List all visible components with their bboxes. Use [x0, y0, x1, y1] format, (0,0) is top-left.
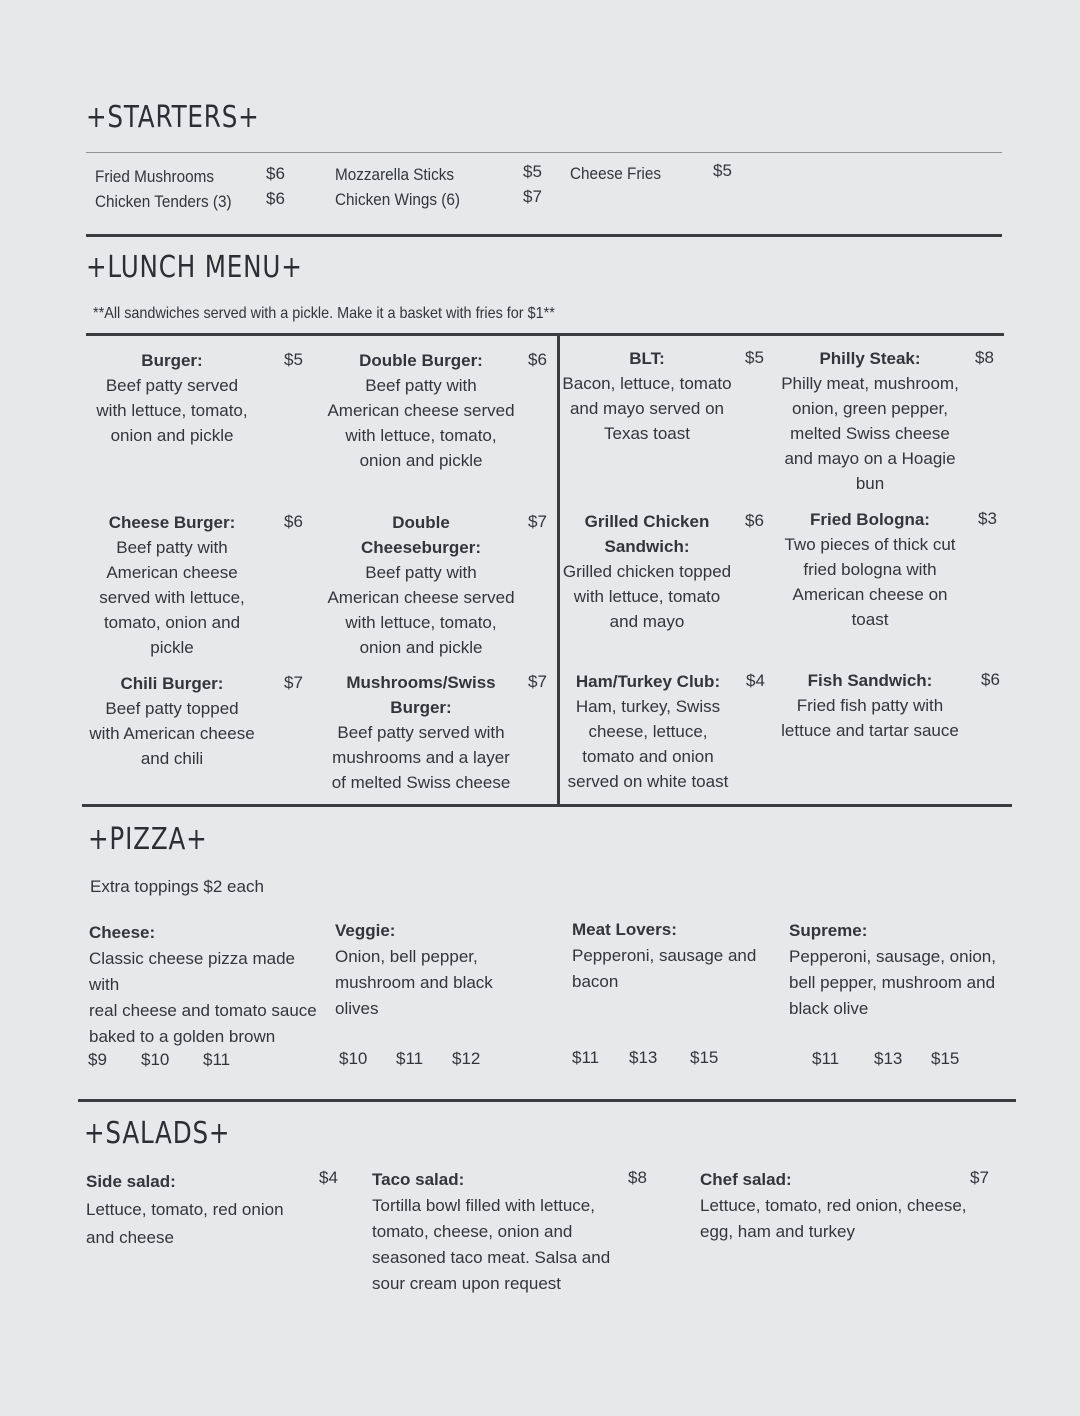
lunch-item-desc: Bacon, lettuce, tomato and mayo served on Texas toast	[562, 374, 732, 443]
salads-title: +SALADS+	[84, 1116, 231, 1151]
lunch-item	[86, 510, 258, 660]
lunch-item-price: $6	[981, 670, 1000, 689]
lunch-item	[562, 669, 734, 794]
salad-item-desc: Lettuce, tomato, red onion and cheese	[86, 1200, 284, 1247]
pizza-price: $10	[339, 1049, 368, 1068]
lunch-item-desc: Grilled chicken topped with lettuce, tomato and mayo	[562, 562, 732, 631]
lunch-item-desc: Beef patty with American cheese served with lettuce, tomato, onion and pickle	[327, 563, 515, 657]
lunch-item	[322, 348, 520, 473]
pizza-price: $9	[88, 1050, 107, 1069]
pizza-price: $11	[572, 1048, 600, 1067]
salad-item-name: Chef salad:	[700, 1170, 792, 1189]
lunch-item	[562, 346, 732, 446]
lunch-item	[86, 671, 258, 771]
lunch-item-desc: Philly meat, mushroom, onion, green pepper, melted Swiss cheese and mayo on a Hoagie bun	[781, 374, 959, 493]
salad-item	[86, 1168, 316, 1252]
starter-name: Chicken Wings (6)	[335, 190, 460, 209]
starter-price: $6	[266, 164, 285, 183]
pizza-price: $13	[629, 1048, 658, 1067]
lunch-item-price: $6	[745, 511, 764, 530]
pizza-price: $10	[141, 1050, 170, 1069]
starter-name: Fried Mushrooms	[95, 167, 215, 186]
lunch-item-name: Grilled Chicken Sandwich:	[584, 512, 710, 556]
salad-item-name: Side salad:	[86, 1172, 176, 1191]
pizza-item-name: Supreme:	[789, 921, 868, 940]
pizza-price: $11	[812, 1049, 840, 1068]
section-divider	[86, 234, 1002, 237]
lunch-item-desc: Ham, turkey, Swiss cheese, lettuce, tomato and onion served on white toast	[567, 697, 729, 791]
salad-item	[372, 1167, 622, 1297]
lunch-item	[778, 507, 962, 632]
lunch-item-price: $6	[284, 512, 303, 531]
starters-title: +STARTERS+	[86, 100, 260, 135]
salad-item-desc: Tortilla bowl filled with lettuce, tomato, cheese, onion and seasoned taco meat. Salsa and sour cream upon request	[372, 1196, 611, 1293]
lunch-item-desc: Beef patty with American cheese served with lettuce, tomato, onion and pickle	[99, 538, 245, 657]
pizza-item-desc: Onion, bell pepper, mushroom and black olives	[335, 947, 493, 1018]
lunch-item-price: $4	[746, 671, 765, 690]
lunch-item	[562, 509, 732, 634]
pizza-price: $11	[396, 1049, 424, 1068]
pizza-item-desc: Pepperoni, sausage and bacon	[572, 946, 757, 991]
starter-price: $5	[523, 162, 542, 181]
lunch-item-desc: Beef patty with American cheese served with lettuce, tomato, onion and pickle	[327, 376, 515, 470]
pizza-item	[89, 920, 329, 1050]
lunch-item	[322, 670, 520, 795]
starter-price: $5	[713, 161, 732, 180]
lunch-item-name: Cheese Burger:	[108, 513, 236, 532]
lunch-item-name: Chili Burger:	[120, 674, 224, 693]
pizza-item-name: Cheese:	[89, 923, 156, 942]
pizza-item-desc: Classic cheese pizza made with real cheese and tomato sauce baked to a golden brown	[89, 949, 317, 1046]
pizza-item	[789, 918, 1004, 1022]
pizza-note: Extra toppings $2 each	[90, 877, 264, 896]
lunch-title: +LUNCH MENU+	[86, 250, 303, 285]
lunch-item	[778, 346, 962, 496]
lunch-item-price: $7	[528, 512, 547, 531]
starter-price: $7	[523, 187, 542, 206]
lunch-item-price: $7	[284, 673, 303, 692]
salad-price: $4	[319, 1168, 338, 1187]
lunch-item-price: $8	[975, 348, 994, 367]
lunch-item	[322, 510, 520, 660]
lunch-top-rule	[86, 333, 1004, 336]
salad-item	[700, 1167, 970, 1245]
salad-item-name: Taco salad:	[372, 1170, 465, 1189]
pizza-item-name: Meat Lovers:	[572, 920, 677, 939]
lunch-item-desc: Beef patty served with mushrooms and a layer of melted Swiss cheese	[331, 723, 511, 792]
pizza-item	[335, 918, 535, 1022]
lunch-item-price: $5	[284, 350, 303, 369]
lunch-item-name: Double Burger:	[359, 351, 483, 370]
lunch-item-name: Double Cheeseburger:	[361, 513, 481, 557]
section-divider	[78, 1099, 1016, 1102]
starter-name: Cheese Fries	[570, 164, 661, 183]
pizza-price: $15	[690, 1048, 719, 1067]
lunch-item-name: Philly Steak:	[819, 349, 921, 368]
pizza-item	[572, 917, 772, 995]
pizza-price: $15	[931, 1049, 960, 1068]
starters-divider	[86, 152, 1002, 153]
lunch-item-name: Fried Bologna:	[810, 510, 930, 529]
pizza-price: $13	[874, 1049, 903, 1068]
lunch-item-desc: Beef patty served with lettuce, tomato, onion and pickle	[96, 376, 248, 445]
lunch-item-desc: Beef patty topped with American cheese and chili	[89, 699, 255, 768]
section-divider	[82, 804, 1012, 807]
lunch-item-desc: Two pieces of thick cut fried bologna with American cheese on toast	[784, 535, 956, 629]
pizza-title: +PIZZA+	[88, 822, 208, 857]
salad-price: $7	[970, 1168, 989, 1187]
lunch-item-desc: Fried fish patty with lettuce and tartar sauce	[781, 696, 959, 740]
lunch-item	[770, 668, 970, 743]
lunch-note: **All sandwiches served with a pickle. Make it a basket with fries for $1**	[93, 305, 555, 322]
pizza-item-desc: Pepperoni, sausage, onion, bell pepper, mushroom and black olive	[789, 947, 996, 1018]
pizza-price: $12	[452, 1049, 481, 1068]
lunch-item-price: $5	[745, 348, 764, 367]
lunch-item-name: BLT:	[629, 349, 665, 368]
lunch-item	[86, 348, 258, 448]
lunch-item-price: $7	[528, 672, 547, 691]
starter-name: Mozzarella Sticks	[335, 165, 455, 184]
lunch-item-price: $6	[528, 350, 547, 369]
starter-price: $6	[266, 189, 285, 208]
starter-name: Chicken Tenders (3)	[95, 192, 232, 211]
lunch-item-name: Burger:	[141, 351, 203, 370]
lunch-item-name: Fish Sandwich:	[807, 671, 933, 690]
pizza-item-name: Veggie:	[335, 921, 396, 940]
salad-price: $8	[628, 1168, 647, 1187]
pizza-price: $11	[203, 1050, 231, 1069]
salad-item-desc: Lettuce, tomato, red onion, cheese, egg, ham and turkey	[700, 1196, 967, 1241]
lunch-item-price: $3	[978, 509, 997, 528]
lunch-item-name: Mushrooms/Swiss Burger:	[346, 673, 496, 717]
lunch-item-name: Ham/Turkey Club:	[575, 672, 721, 691]
lunch-center-divider	[557, 336, 560, 804]
